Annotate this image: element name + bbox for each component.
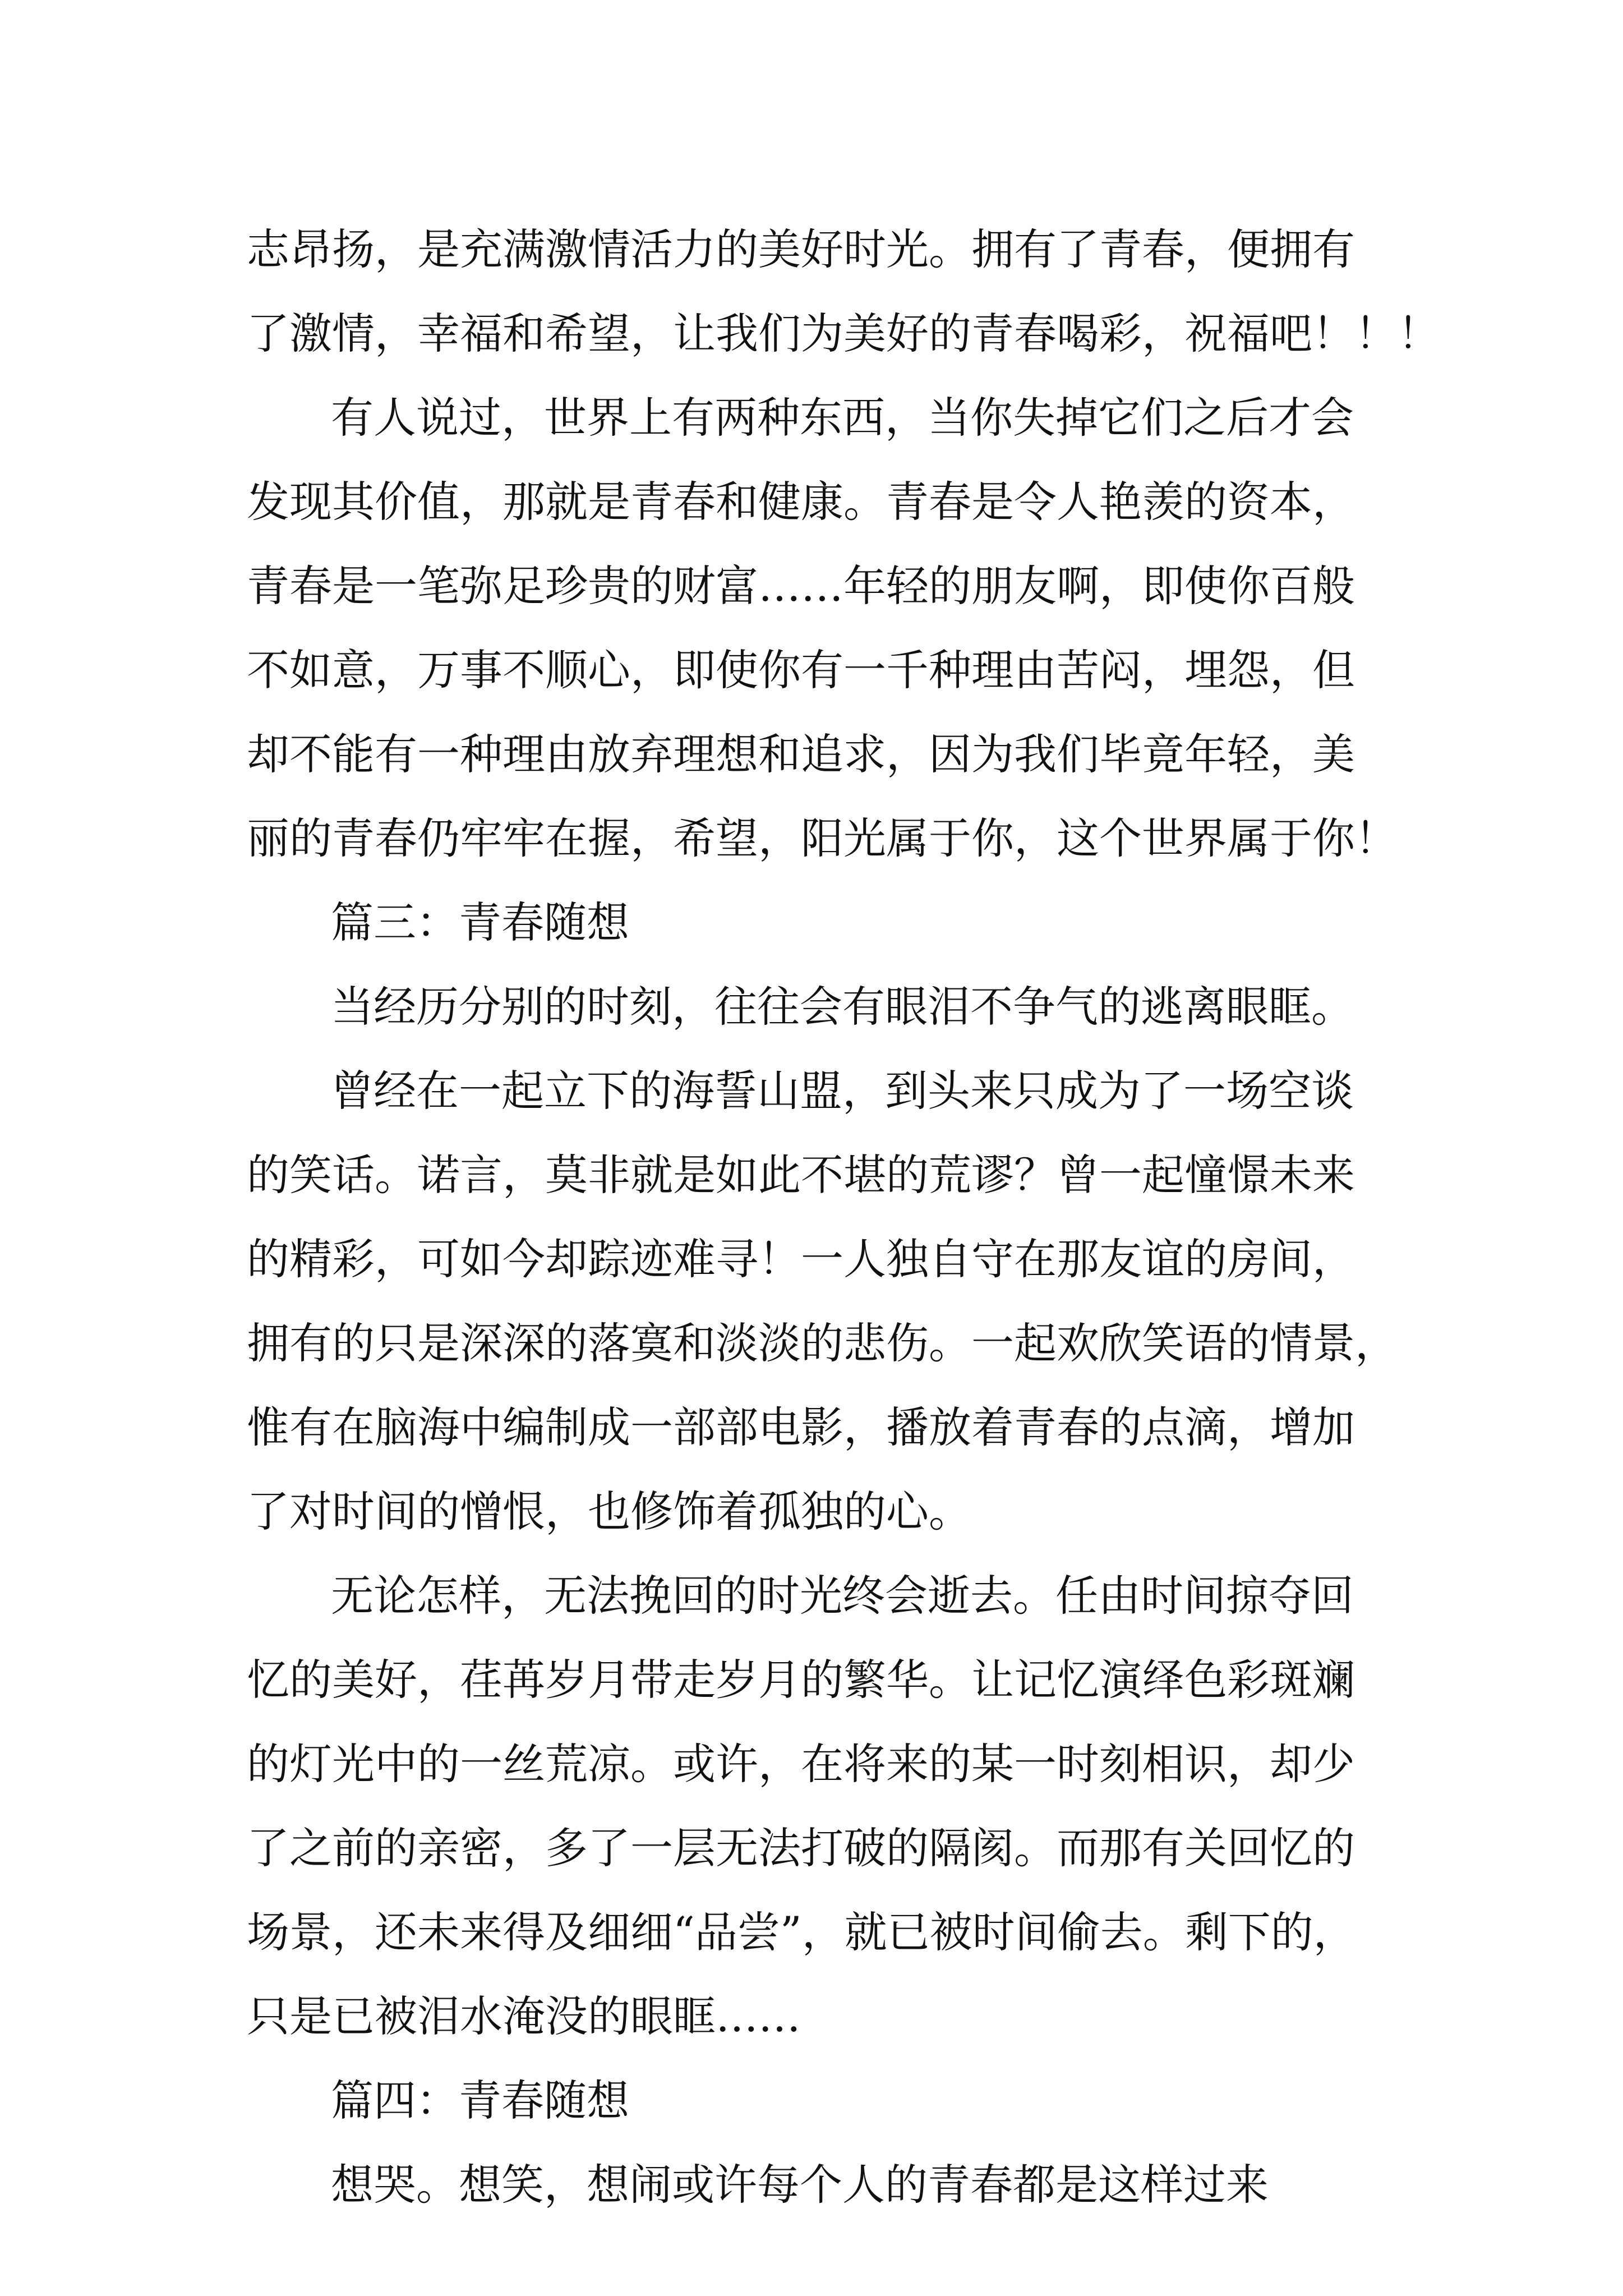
text-line-15: 惟有在脑海中编制成一部部电影，播放着青春的点滴，增加 <box>247 1402 1355 1452</box>
text-line-8: 丽的青春仍牢牢在握，希望，阳光属于你，这个世界属于你！ <box>247 813 1398 863</box>
paragraph-start-line: 当经历分别的时刻，往往会有眼泪不争气的逃离眼眶。 <box>331 982 1354 1032</box>
text-line-4: 发现其价值，那就是青春和健康。青春是令人艳羡的资本， <box>247 477 1355 527</box>
text-line-1: 志昂扬，是充满激情活力的美好时光。拥有了青春，便拥有 <box>247 224 1355 274</box>
text-line-14: 拥有的只是深深的落寞和淡淡的悲伤。一起欢欣笑语的情景， <box>247 1318 1398 1368</box>
text-line-2: 了激情，幸福和希望，让我们为美好的青春喝彩，祝福吧！！！ <box>247 309 1440 358</box>
text-line-7: 却不能有一种理由放弃理想和追求，因为我们毕竟年轻，美 <box>247 729 1355 779</box>
paragraph-start-line: 曾经在一起立下的海誓山盟，到头来只成为了一场空谈 <box>331 1066 1354 1116</box>
text-line-12: 的笑话。诺言，莫非就是如此不堪的荒谬？曾一起憧憬未来 <box>247 1150 1355 1200</box>
paragraph-start-line: 想哭。想笑，想闹或许每个人的青春都是这样过来 <box>331 2160 1269 2210</box>
section-heading-3: 篇三：青春随想 <box>331 898 629 947</box>
text-line-18: 忆的美好，荏苒岁月带走岁月的繁华。让记忆演绎色彩斑斓 <box>247 1655 1355 1705</box>
paragraph-start-line: 有人说过，世界上有两种东西，当你失掉它们之后才会 <box>331 393 1354 443</box>
text-line-6: 不如意，万事不顺心，即使你有一千种理由苦闷，埋怨，但 <box>247 645 1355 695</box>
text-line-22: 只是已被泪水淹没的眼眶…… <box>247 1991 801 2041</box>
text-line-19: 的灯光中的一丝荒凉。或许，在将来的某一时刻相识，却少 <box>247 1739 1355 1789</box>
paragraph-start-line: 无论怎样，无法挽回的时光终会逝去。任由时间掠夺回 <box>331 1571 1354 1621</box>
text-line-13: 的精彩，可如今却踪迹难寻！一人独自守在那友谊的房间， <box>247 1234 1355 1284</box>
text-line-16: 了对时间的憎恨，也修饰着孤独的心。 <box>247 1487 971 1536</box>
text-line-20: 了之前的亲密，多了一层无法打破的隔阂。而那有关回忆的 <box>247 1823 1355 1873</box>
section-heading-4: 篇四：青春随想 <box>331 2076 629 2125</box>
text-line-21: 场景，还未来得及细细“品尝”，就已被时间偷去。剩下的， <box>247 1907 1356 1957</box>
text-line-5: 青春是一笔弥足珍贵的财富……年轻的朋友啊，即使你百般 <box>247 561 1355 611</box>
